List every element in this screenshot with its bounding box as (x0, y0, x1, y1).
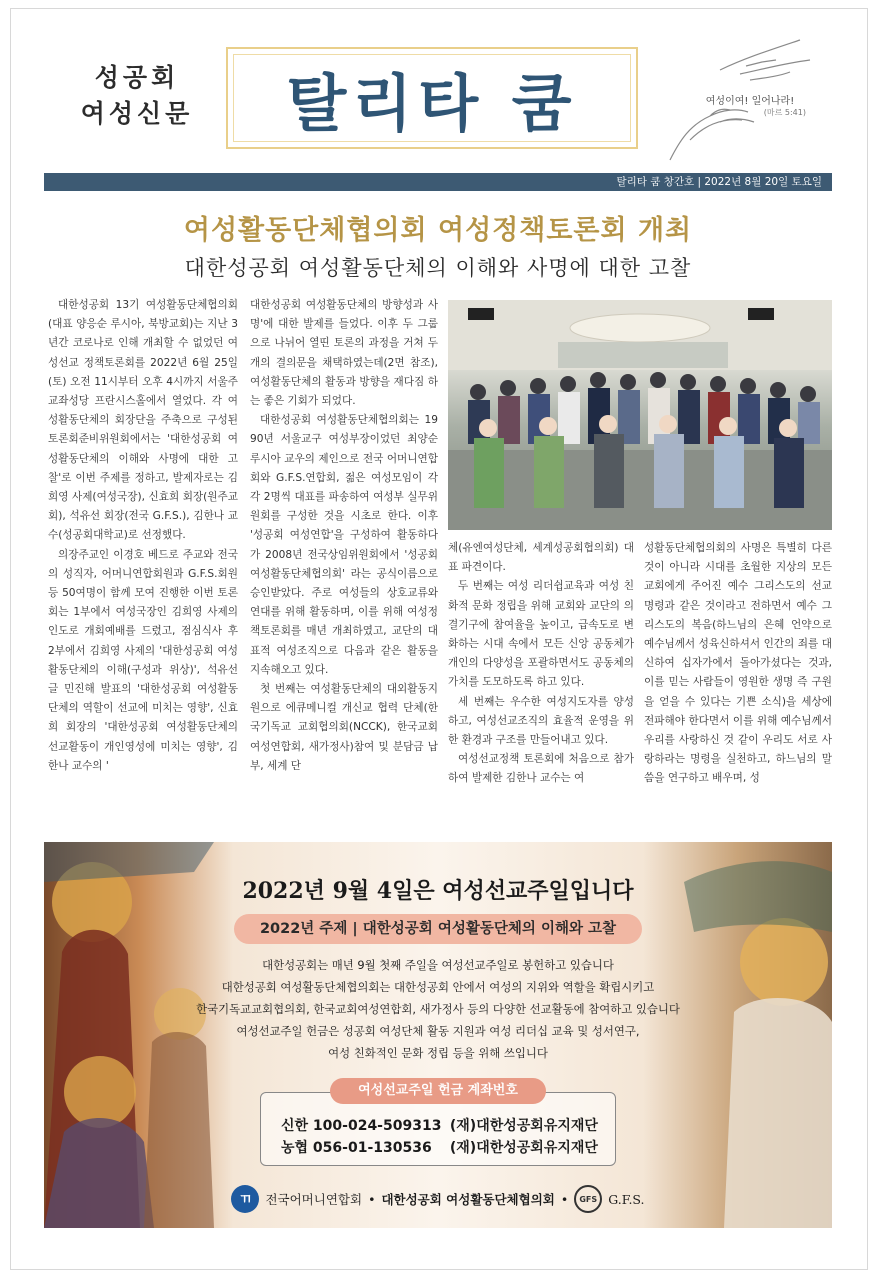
separator: • (368, 1191, 376, 1207)
banner-title: 2022년 9월 4일은 여성선교주일입니다 (242, 878, 634, 904)
mission-sunday-banner (44, 842, 832, 1228)
paragraph: 세 번째는 우수한 여성지도자를 양성하고, 여성선교조직의 효율적 운영을 위한 환경과 구조를 만들어내고 있다. (448, 695, 634, 747)
mothers-union-logo-icon: ㄲ (231, 1185, 259, 1213)
paragraph: 성활동단체협의회의 사명은 특별히 다른 것이 아니라 시대를 초월한 지상의 모든 교회에게 주어진 예수 그리스도의 선교 명령과 같은 것이라고 전하면서 예수 그리스도의 복음(하느님의 은혜 언약으로 예수님께서 성육신하셔서 인간의 죄를 대신하여 십자가에서 돌아가셨다는 것과, 이를 믿는 사람들이 영원한 생명 즉 구원을 얻을 수 있다는 기쁜 소식)을 세상에 전파해야 한다면서 이를 위해 예수님께서 우리를 사랑하신 것 같이 우리도 서로 사랑하라는 명령을 실천하고, 하느님의 말씀을 연구하고 배우며, 성 (644, 542, 832, 785)
banner-body (148, 954, 728, 1064)
article-column-3 (448, 539, 634, 826)
account-holder: (재)대한성공회유지재단 (449, 1118, 598, 1134)
paragraph: 첫 번째는 여성활동단체의 대외활동지원으로 에큐메니컬 개신교 협력 단체(한국기독교 교회협의회(NCCK), 한국교회여성연합회, 새가정사)참여 및 분담금 납부, 세계 단 (250, 683, 438, 772)
banner-line: 대한성공회는 매년 9월 첫째 주일을 여성선교주일로 봉헌하고 있습니다 (262, 958, 614, 972)
title-frame (226, 47, 638, 149)
account-row (281, 1115, 598, 1135)
paragraph: 여성선교정책 토론회에 처음으로 참가하여 발제한 김한나 교수는 여 (448, 753, 634, 785)
account-number: 농협 056-01-130536 (281, 1140, 432, 1156)
publication-name-line1: 성공회 (94, 63, 180, 92)
account-number: 신한 100-024-509313 (281, 1118, 442, 1134)
org-mothers-union: 전국어머니연합회 (265, 1192, 363, 1207)
group-photo-illustration (448, 300, 832, 530)
account-holder: (재)대한성공회유지재단 (449, 1140, 598, 1156)
article-column-2 (250, 296, 438, 826)
paragraph: 대한성공회 여성활동단체협의회는 1990년 서울교구 여성부장이었던 최양순 루시아 교우의 제인으로 전국 어머니연합회와 G.F.S.연합회, 젊은 여성모임이 각각 2명씩 대표를 파송하여 여성부 실무위원회를 구성한 것을 시초로 한다. 이후 '성공회 여성연합'을 구성하여 활동하다가 2008년 전국상임위원회에서 '성공회 여성활동단체협의회' 라는 공식이름으로 승인받았다. 주로 여성들의 상호교류와 연대를 위해 활동하며, 이를 위해 여성정책토론회를 매년 개최하였고, 교단의 대표적 여성조직으로 다음과 같은 활동을 지속해오고 있다. (250, 414, 438, 676)
paragraph: 체(유엔여성단체, 세계성공회협의회) 대표 파견이다. (448, 542, 634, 574)
publication-name-line2: 여성신문 (80, 99, 194, 128)
banner-line: 여성 친화적인 문화 정립 등을 위해 쓰입니다 (328, 1046, 548, 1060)
banner-line: 한국기독교교회협의회, 한국교회여성연합회, 새가정사 등의 다양한 선교활동에 참여하고 있습니다 (196, 1002, 680, 1016)
banner-footer (192, 1184, 684, 1214)
org-womens-council: 대한성공회 여성활동단체협의회 (381, 1192, 555, 1207)
account-row (281, 1137, 598, 1157)
article-subhead: 대한성공회 여성활동단체의 이해와 사명에 대한 고찰 (184, 256, 692, 280)
paragraph: 대한성공회 13기 여성활동단체협의회(대표 양응순 루시아, 북방교회)는 지난 3년간 코로나로 인해 개최할 수 없었던 여성선교 정책토론회를 2022년 6월 25일(토) 오전 11시부터 오후 4시까지 서울주교좌성당 프란시스홀에서 열었다. 각 여성활동단체의 회장단을 주축으로 구성된 토론회준비위원회에서는 '대한성공회 여성활동단체의 이해와 사명에 대한 고찰'로 이번 주제를 정하고, 발제자로는 김희영 사제(여성국장), 신효희 회장(원주교회), 석유선 회장(전국 G.F.S.), 김한나 교수(성공회대학교)로 선정했다. (48, 299, 238, 542)
article-column-4 (644, 539, 832, 826)
gfs-logo-icon: GFS (574, 1185, 602, 1213)
banner-line: 대한성공회 여성활동단체협의회는 대한성공회 안에서 여성의 지위와 역할을 확립시키고 (221, 980, 655, 994)
motto-text: 여성이여! 일어나라! (705, 96, 795, 107)
org-gfs: G.F.S. (608, 1191, 645, 1207)
article-headline: 여성활동단체협의회 여성정책토론회 개최 (183, 215, 693, 246)
paragraph: 두 번째는 여성 리더쉽교육과 여성 친화적 문화 정립을 위해 교회와 교단의 의결기구에 참여율을 높이고, 급속도로 변화하는 시대 속에서 모든 신앙 공동체가 개인의 다양성을 포괄하면서도 공동체의 가치를 도모하도록 하고 있다. (448, 580, 634, 689)
account-label: 여성선교주일 헌금 계좌번호 (330, 1078, 546, 1104)
motto (670, 92, 830, 118)
newspaper-title: 탈리타 쿰 (286, 66, 578, 140)
publication-name (62, 60, 212, 132)
article-column-1 (48, 296, 238, 826)
paragraph: 의장주교인 이경호 베드로 주교와 전국의 성직자, 어머니연합회원과 G.F.S.회원 등 50여명이 함께 모여 진행한 이번 토론회는 1부에서 여성국장인 김희영 사제의 인도로 개회예배를 드렸고, 점심식사 후 2부에서 김희영 사제의 '대한성공회 여성활동단체의 이해(구성과 위상)', 석유선 글 민진해 발표의 '대한성공회 여성활동단체의 역할이 선교에 미치는 영향', 신효희 회장의 '대한성공회 여성활동단체의 선교활동이 개인영성에 미치는 영향', 김한나 교수의 ' (48, 548, 238, 772)
paragraph: 대한성공회 여성활동단체의 방향성과 사명'에 대한 발제를 들었다. 이후 두 그룹으로 나뉘어 열띤 토론의 과정을 거쳐 두 개의 결의문을 채택하였는데(2면 참조), 여성활동단체의 활동과 방향을 재다짐 하는 좋은 기회가 되었다. (250, 299, 438, 408)
issue-bar: 탈리타 쿰 창간호 | 2022년 8월 20일 토요일 (44, 173, 832, 191)
banner-line: 여성선교주일 헌금은 성공회 여성단체 활동 지원과 여성 리더십 교육 및 성서연구, (236, 1024, 640, 1038)
group-photo (448, 300, 832, 530)
banner-theme: 2022년 주제 | 대한성공회 여성활동단체의 이해와 고찰 (234, 914, 642, 944)
separator: • (560, 1191, 569, 1207)
motto-reference: (마르 5:41) (763, 108, 806, 117)
